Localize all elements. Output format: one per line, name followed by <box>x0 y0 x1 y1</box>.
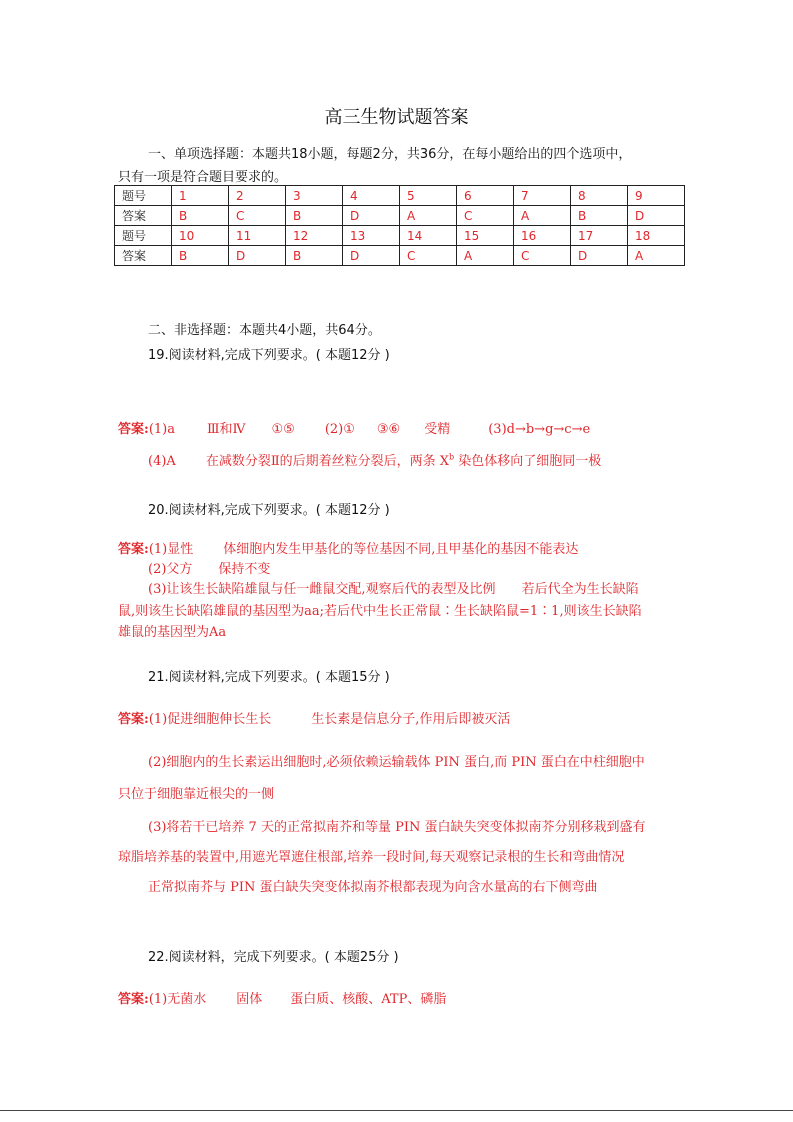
q20-a5: (3)让该生长缺陷雄鼠与任一雌鼠交配,观察后代的表型及比例 <box>148 582 496 597</box>
q19-a2: Ⅲ和Ⅳ <box>206 422 246 437</box>
q20-a1: (1)显性 <box>148 542 194 557</box>
q21-answer-line3: 只位于细胞靠近根尖的一侧 <box>118 787 275 802</box>
table-cell: 16 <box>514 226 571 246</box>
q21-answer-line5: 琼脂培养基的装置中,用遮光罩遮住根部,培养一段时间,每天观察记录根的生长和弯曲情况 <box>118 850 625 865</box>
answer-label: 答案: <box>118 712 149 727</box>
table-cell: A <box>628 246 685 266</box>
q20-heading: 20.阅读材料,完成下列要求。( 本题12分 ) <box>148 503 390 518</box>
q20-a4: 保持不变 <box>218 562 271 577</box>
table-header-cell: 题号 <box>115 226 172 246</box>
q19-a9-sup: b <box>449 452 455 462</box>
q20-answer-line1 <box>118 538 578 557</box>
q21-answer-line4: (3)将若干已培养 7 天的正常拟南芥和等量 PIN 蛋白缺失突变体拟南芥分别移栽到盛有 <box>148 820 646 835</box>
table-cell: A <box>457 246 514 266</box>
section1-intro-line1: 一、单项选择题：本题共18小题，每题2分，共36分，在每小题给出的四个选项中， <box>148 147 632 162</box>
table-row <box>115 226 685 246</box>
page-title: 高三生物试题答案 <box>324 107 469 128</box>
table-cell: B <box>286 246 343 266</box>
table-cell: 7 <box>514 186 571 206</box>
table-cell: A <box>514 206 571 226</box>
table-header-cell: 答案 <box>115 246 172 266</box>
q22-heading: 22.阅读材料，完成下列要求。( 本题25分 ) <box>148 950 399 965</box>
page-bottom-divider <box>0 1110 793 1111</box>
q20-answer-line5: 雄鼠的基因型为Aa <box>118 625 227 640</box>
q19-a10: 染色体移向了细胞同一极 <box>454 454 602 469</box>
table-cell: 9 <box>628 186 685 206</box>
answer-label: 答案: <box>118 542 149 557</box>
table-cell: 14 <box>400 226 457 246</box>
table-cell: C <box>457 206 514 226</box>
q19-a7: (3)d→b→g→c→e <box>488 422 591 437</box>
q22-answer-line1 <box>118 988 446 1007</box>
q19-a1: (1)a <box>148 422 175 437</box>
table-cell: 1 <box>172 186 229 206</box>
table-cell: 3 <box>286 186 343 206</box>
q19-answer-line2 <box>148 450 601 469</box>
table-cell: 17 <box>571 226 628 246</box>
table-cell: B <box>172 246 229 266</box>
table-cell: C <box>514 246 571 266</box>
section2-heading: 二、非选择题：本题共4小题，共64分。 <box>148 323 381 338</box>
table-row <box>115 186 685 206</box>
table-cell: 6 <box>457 186 514 206</box>
answer-table <box>114 185 685 266</box>
table-cell: 10 <box>172 226 229 246</box>
q22-a1: (1)无菌水 <box>148 992 207 1007</box>
q21-answer-line2: (2)细胞内的生长素运出细胞时,必须依赖运输载体 PIN 蛋白,而 PIN 蛋白在中柱细胞中 <box>148 755 645 770</box>
table-cell: 5 <box>400 186 457 206</box>
table-cell: B <box>286 206 343 226</box>
answer-label: 答案: <box>118 422 149 437</box>
q20-a3: (2)父方 <box>148 562 193 577</box>
q21-answer-line6: 正常拟南芥与 PIN 蛋白缺失突变体拟南芥根都表现为向含水量高的右下侧弯曲 <box>148 880 598 895</box>
table-cell: D <box>343 206 400 226</box>
q19-heading: 19.阅读材料,完成下列要求。( 本题12分 ) <box>148 348 390 363</box>
q21-answer-line1 <box>118 708 510 727</box>
table-cell: 8 <box>571 186 628 206</box>
table-row <box>115 246 685 266</box>
table-cell: D <box>343 246 400 266</box>
q20-answer-line2 <box>148 558 270 577</box>
q21-a2: 生长素是信息分子,作用后即被灭活 <box>311 712 511 727</box>
section1-intro-line2: 只有一项是符合题目要求的。 <box>118 170 288 185</box>
table-cell: D <box>628 206 685 226</box>
q22-a2: 固体 <box>236 992 263 1007</box>
table-cell: D <box>571 246 628 266</box>
q21-a1: (1)促进细胞伸长生长 <box>148 712 272 727</box>
table-cell: 4 <box>343 186 400 206</box>
table-header-cell: 题号 <box>115 186 172 206</box>
q19-a4: (2)① <box>324 422 355 437</box>
table-row <box>115 206 685 226</box>
q19-a5: ③⑥ <box>376 422 401 437</box>
table-cell: C <box>400 246 457 266</box>
q19-a3: ①⑤ <box>271 422 295 437</box>
table-cell: 13 <box>343 226 400 246</box>
table-cell: 15 <box>457 226 514 246</box>
q19-answer-line1 <box>118 418 590 437</box>
table-cell: B <box>571 206 628 226</box>
q21-heading: 21.阅读材料,完成下列要求。( 本题15分 ) <box>148 670 390 685</box>
table-cell: 2 <box>229 186 286 206</box>
q19-a8: (4)A <box>148 454 176 469</box>
q19-a9: 在减数分裂Ⅱ的后期着丝粒分裂后，两条 X <box>205 454 450 469</box>
q20-a2: 体细胞内发生甲基化的等位基因不同,且甲基化的基因不能表达 <box>223 542 579 557</box>
q19-a6: 受精 <box>424 422 451 437</box>
q20-a6: 若后代全为生长缺陷 <box>521 582 639 597</box>
table-cell: D <box>229 246 286 266</box>
table-cell: 11 <box>229 226 286 246</box>
table-cell: 12 <box>286 226 343 246</box>
q22-a3: 蛋白质、核酸、ATP、磷脂 <box>290 992 447 1007</box>
table-cell: B <box>172 206 229 226</box>
table-cell: 18 <box>628 226 685 246</box>
q20-answer-line3 <box>148 578 639 597</box>
table-cell: A <box>400 206 457 226</box>
table-header-cell: 答案 <box>115 206 172 226</box>
table-cell: C <box>229 206 286 226</box>
q20-answer-line4: 鼠,则该生长缺陷雄鼠的基因型为aa;若后代中生长正常鼠∶生长缺陷鼠=1∶1,则该生长缺陷 <box>118 604 642 619</box>
answer-label: 答案: <box>118 992 149 1007</box>
